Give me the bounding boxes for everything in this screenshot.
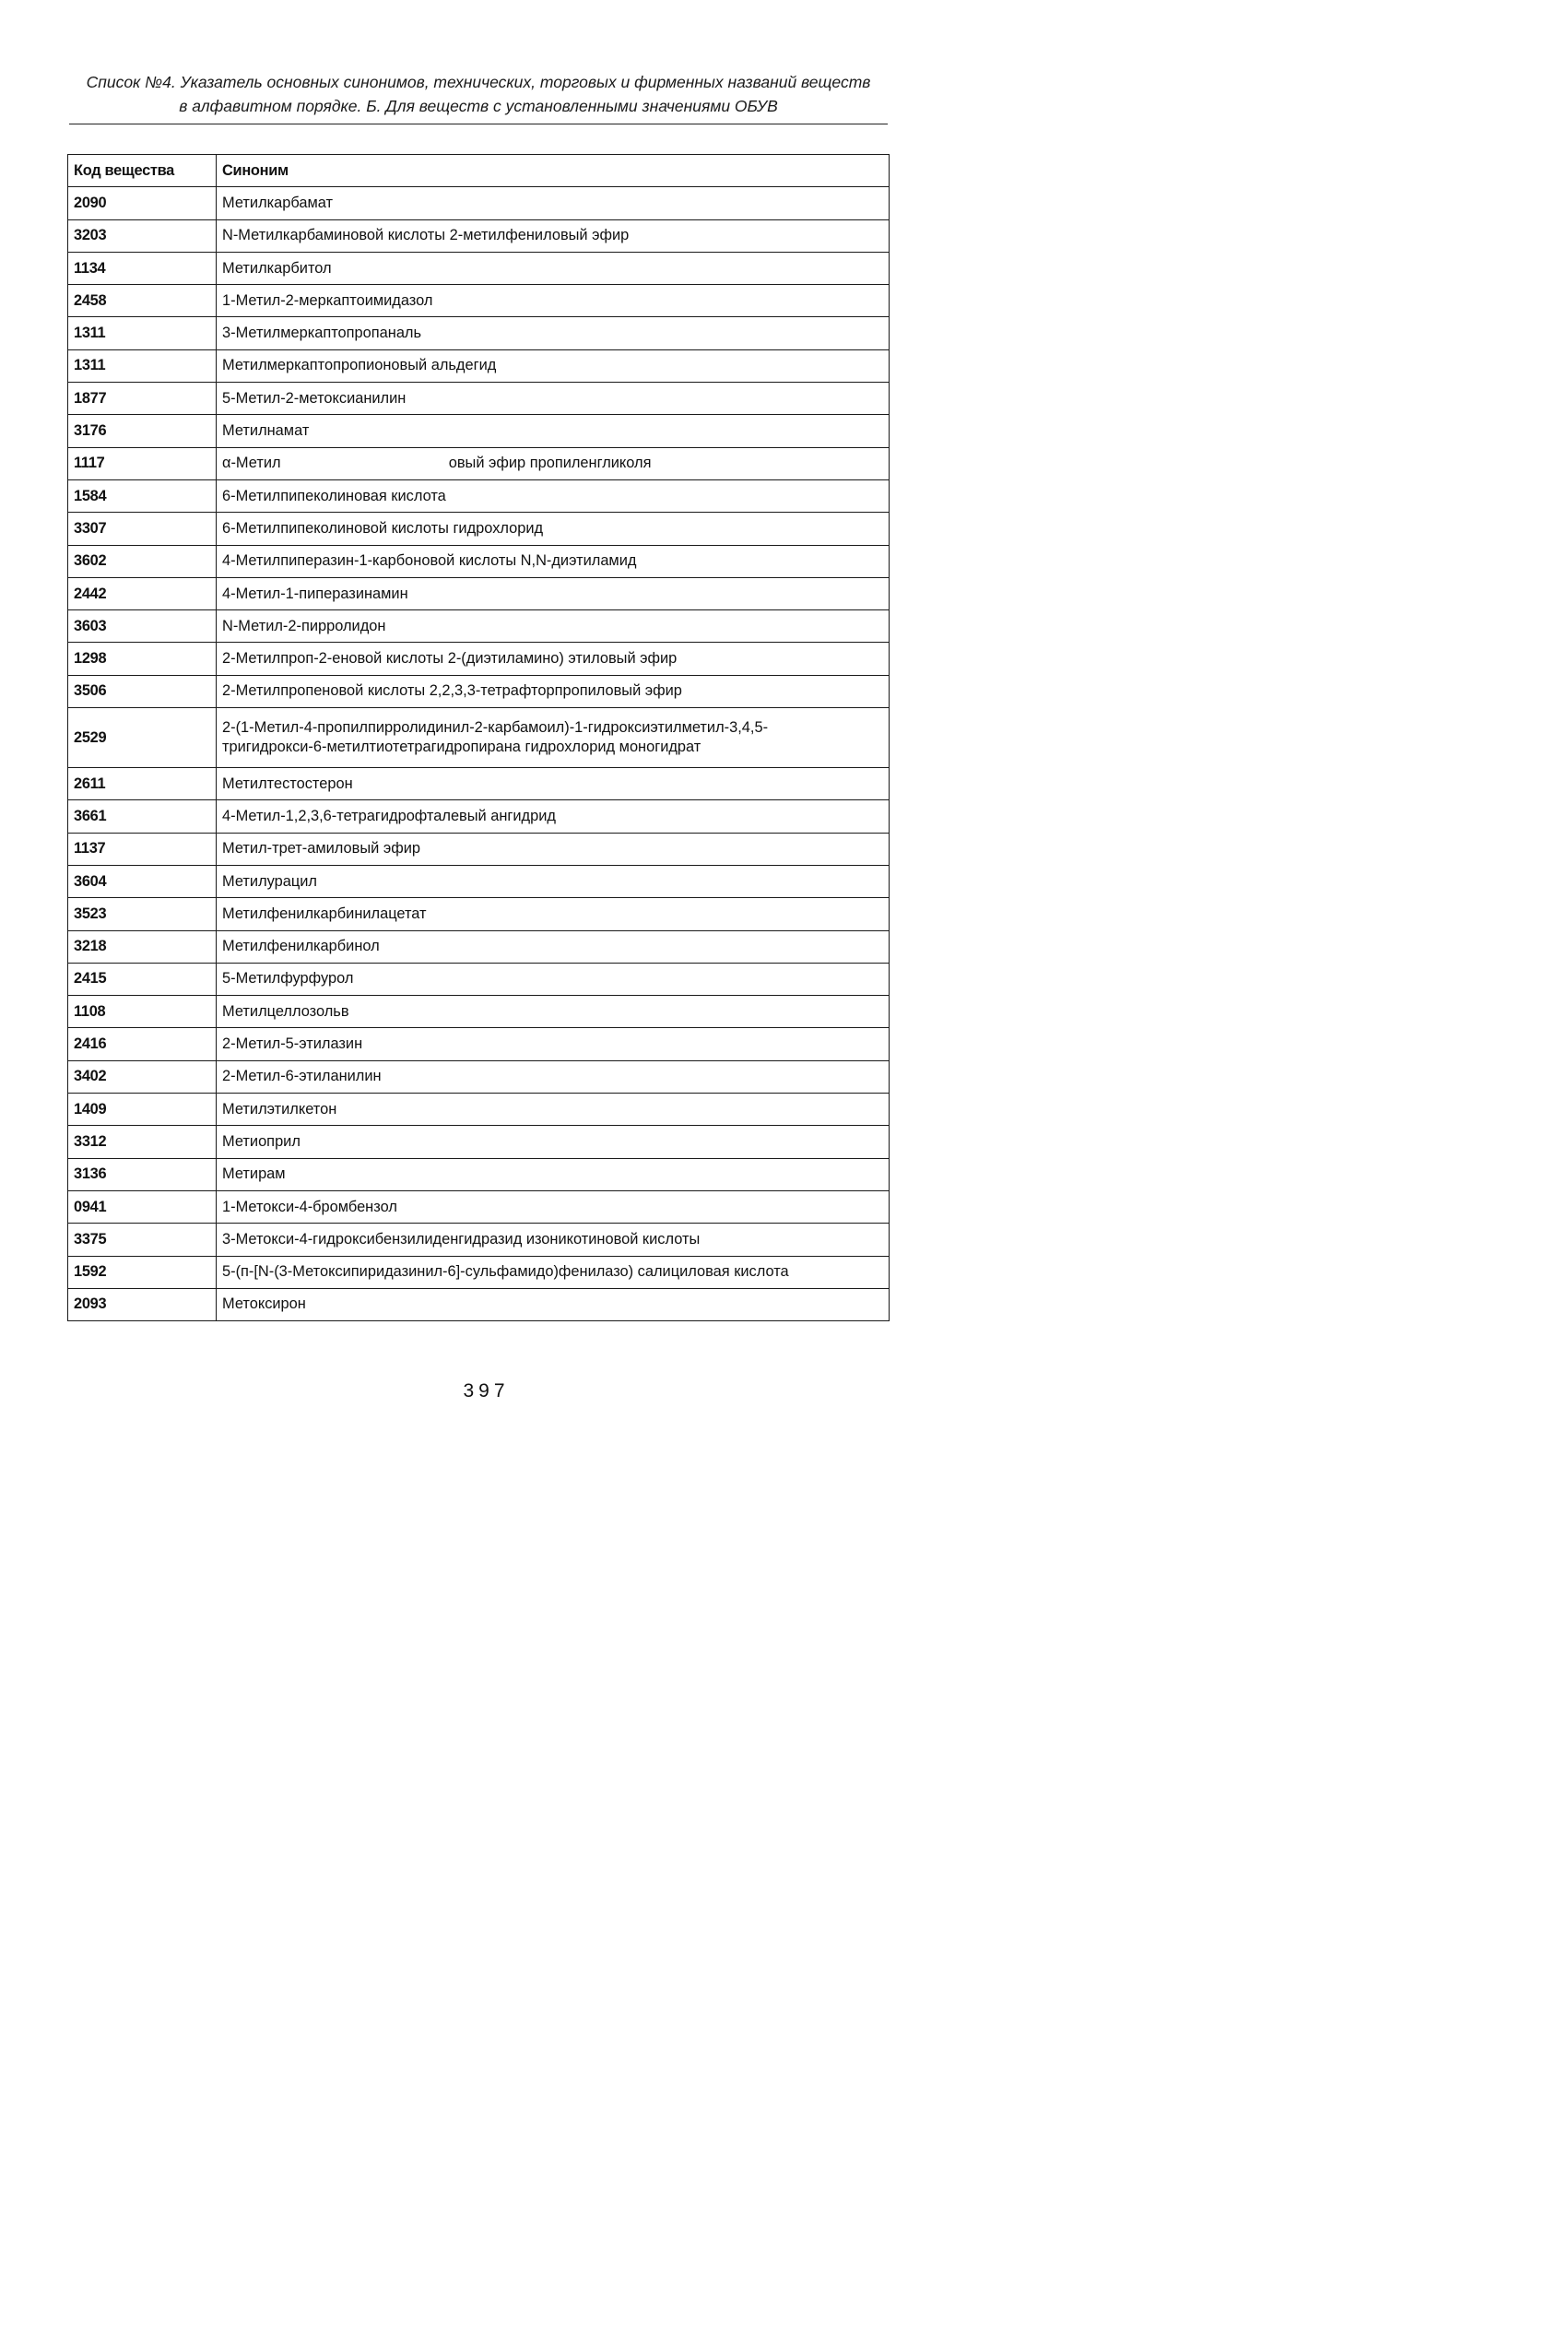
table-row xyxy=(68,1288,890,1320)
table-row xyxy=(68,285,890,317)
synonym-cell: Метилцеллозольв xyxy=(217,996,890,1028)
synonym-cell: 6-Метилпипеколиновой кислоты гидрохлорид xyxy=(217,513,890,545)
substance-code: 1108 xyxy=(68,996,217,1028)
synonym-cell: Метилмеркаптопропионовый альдегид xyxy=(217,349,890,382)
synonym-cell: Метил-трет-амиловый эфир xyxy=(217,833,890,865)
substance-code: 3312 xyxy=(68,1126,217,1158)
synonym-line-1: 2-(1-Метил-4-пропилпирролидинил-2-карбамоил)-1-гидроксиэтилметил-3,4,5- xyxy=(222,719,769,737)
substance-code: 3375 xyxy=(68,1224,217,1256)
synonym-cell: Метирам xyxy=(217,1158,890,1190)
table-row xyxy=(68,963,890,995)
table-row xyxy=(68,252,890,284)
substance-code: 1134 xyxy=(68,252,217,284)
synonym-cell: Метилэтилкетон xyxy=(217,1094,890,1126)
table-row xyxy=(68,219,890,252)
synonym-cell: 3-Метилмеркаптопропаналь xyxy=(217,317,890,349)
table-row xyxy=(68,643,890,675)
synonym-cell: 2-Метил-6-этиланилин xyxy=(217,1060,890,1093)
synonym-cell: 4-Метил-1-пиперазинамин xyxy=(217,577,890,609)
header-line-2: в алфавитном порядке. Б. Для веществ с установленными значениями ОБУВ xyxy=(179,97,778,115)
table-row xyxy=(68,513,890,545)
synonym-cell: 5-(п-[N-(3-Метоксипиридазинил-6]-сульфамидо)фенилазо) салициловая кислота xyxy=(217,1256,890,1288)
table-row xyxy=(68,898,890,930)
substance-code: 3661 xyxy=(68,800,217,833)
table-row xyxy=(68,800,890,833)
table-row xyxy=(68,415,890,447)
column-header-code: Код вещества xyxy=(68,155,217,187)
substance-code: 1592 xyxy=(68,1256,217,1288)
table-row xyxy=(68,996,890,1028)
synonym-cell: 2-Метил-5-этилазин xyxy=(217,1028,890,1060)
substance-code: 3523 xyxy=(68,898,217,930)
substance-code: 2415 xyxy=(68,963,217,995)
synonym-cell: Метилкарбитол xyxy=(217,252,890,284)
synonym-cell xyxy=(217,708,890,768)
table-row xyxy=(68,447,890,479)
synonym-line-2: тригидрокси-6-метилтиотетрагидропирана гидрохлорид моногидрат xyxy=(222,739,701,756)
synonym-table xyxy=(67,154,890,1321)
synonym-cell: 4-Метил-1,2,3,6-тетрагидрофталевый ангидрид xyxy=(217,800,890,833)
synonym-cell: 3-Метокси-4-гидроксибензилиденгидразид изоникотиновой кислоты xyxy=(217,1224,890,1256)
substance-code: 3604 xyxy=(68,865,217,897)
table-header-row xyxy=(68,155,890,187)
table-row xyxy=(68,833,890,865)
synonym-cell: Метиоприл xyxy=(217,1126,890,1158)
table-row xyxy=(68,349,890,382)
synonym-cell: Метилкарбамат xyxy=(217,187,890,219)
table-row xyxy=(68,383,890,415)
table-row xyxy=(68,675,890,707)
substance-code: 1137 xyxy=(68,833,217,865)
synonym-cell: 5-Метил-2-метоксианилин xyxy=(217,383,890,415)
table-row xyxy=(68,1224,890,1256)
table-row xyxy=(68,577,890,609)
table-row xyxy=(68,610,890,643)
substance-code: 1311 xyxy=(68,317,217,349)
synonym-cell: Метилнамат xyxy=(217,415,890,447)
substance-code: 2090 xyxy=(68,187,217,219)
table-row xyxy=(68,479,890,512)
substance-code: 3203 xyxy=(68,219,217,252)
table-row xyxy=(68,768,890,800)
substance-code: 2529 xyxy=(68,708,217,768)
header-line-1: Список №4. Указатель основных синонимов, технических, торговых и фирменных названий веществ xyxy=(86,73,871,91)
substance-code: 1584 xyxy=(68,479,217,512)
table-row xyxy=(68,708,890,768)
synonym-cell: 4-Метилпиперазин-1-карбоновой кислоты N,N-диэтиламид xyxy=(217,545,890,577)
substance-code: 3602 xyxy=(68,545,217,577)
substance-code: 2093 xyxy=(68,1288,217,1320)
table-row xyxy=(68,1158,890,1190)
substance-code: 3136 xyxy=(68,1158,217,1190)
synonym-cell: 1-Метил-2-меркаптоимидазол xyxy=(217,285,890,317)
substance-code: 3506 xyxy=(68,675,217,707)
table-row xyxy=(68,1126,890,1158)
synonym-cell: N-Метил-2-пирролидон xyxy=(217,610,890,643)
table-row xyxy=(68,317,890,349)
table-row xyxy=(68,865,890,897)
synonym-cell: α-Метил овый эфир пропиленгликоля xyxy=(217,447,890,479)
table-row xyxy=(68,1028,890,1060)
synonym-cell: 1-Метокси-4-бромбензол xyxy=(217,1190,890,1223)
table-row xyxy=(68,187,890,219)
column-header-synonym: Синоним xyxy=(217,155,890,187)
synonym-cell: Метоксирон xyxy=(217,1288,890,1320)
substance-code: 2416 xyxy=(68,1028,217,1060)
substance-code: 3218 xyxy=(68,930,217,963)
substance-code: 1877 xyxy=(68,383,217,415)
table-row xyxy=(68,930,890,963)
substance-code: 2611 xyxy=(68,768,217,800)
synonym-cell: Метилфенилкарбинол xyxy=(217,930,890,963)
synonym-cell: 6-Метилпипеколиновая кислота xyxy=(217,479,890,512)
page-number: 397 xyxy=(463,1380,510,1402)
table-row xyxy=(68,1094,890,1126)
synonym-cell: Метилфенилкарбинилацетат xyxy=(217,898,890,930)
synonym-cell: N-Метилкарбаминовой кислоты 2-метилфениловый эфир xyxy=(217,219,890,252)
table-row xyxy=(68,1060,890,1093)
substance-code: 1409 xyxy=(68,1094,217,1126)
synonym-cell: 5-Метилфурфурол xyxy=(217,963,890,995)
page-header xyxy=(69,70,888,118)
table-row xyxy=(68,1256,890,1288)
substance-code: 1298 xyxy=(68,643,217,675)
synonym-cell: Метилурацил xyxy=(217,865,890,897)
substance-code: 3307 xyxy=(68,513,217,545)
synonym-cell: Метилтестостерон xyxy=(217,768,890,800)
synonym-cell: 2-Метилпроп-2-еновой кислоты 2-(диэтиламино) этиловый эфир xyxy=(217,643,890,675)
table-row xyxy=(68,545,890,577)
table-row xyxy=(68,1190,890,1223)
substance-code: 2458 xyxy=(68,285,217,317)
synonym-cell: 2-Метилпропеновой кислоты 2,2,3,3-тетрафторпропиловый эфир xyxy=(217,675,890,707)
substance-code: 3176 xyxy=(68,415,217,447)
substance-code: 0941 xyxy=(68,1190,217,1223)
substance-code: 1311 xyxy=(68,349,217,382)
substance-code: 1117 xyxy=(68,447,217,479)
substance-code: 2442 xyxy=(68,577,217,609)
substance-code: 3402 xyxy=(68,1060,217,1093)
substance-code: 3603 xyxy=(68,610,217,643)
